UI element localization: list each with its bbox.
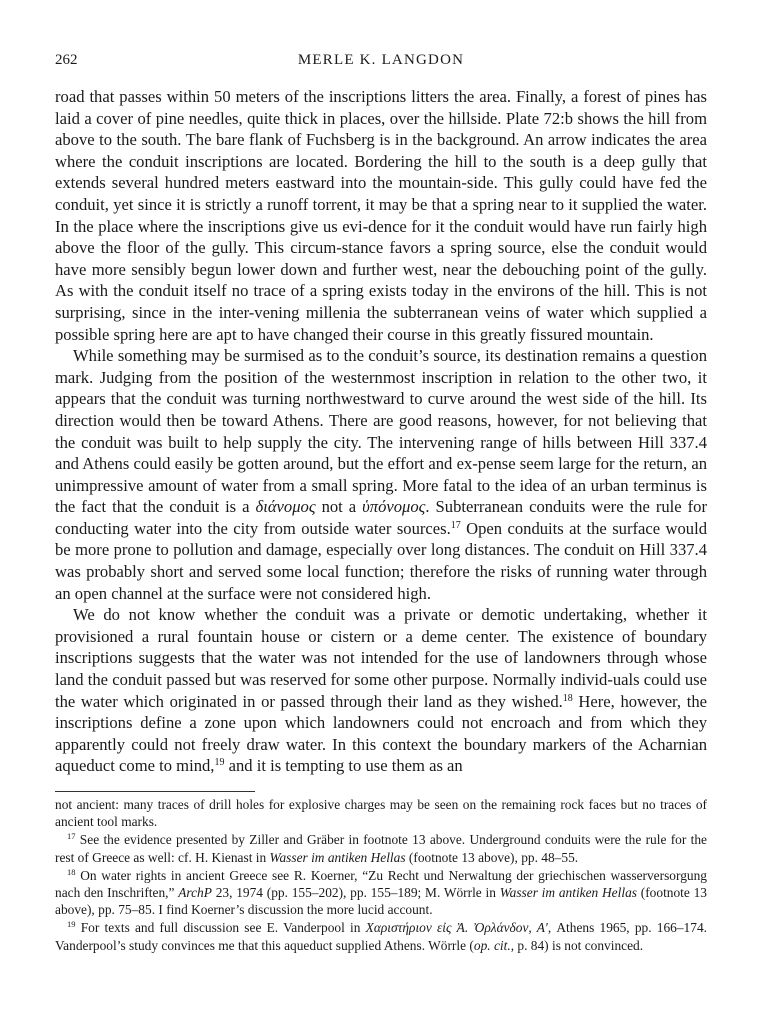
footnote-17 [55, 831, 707, 865]
footnote-19 [55, 919, 707, 953]
paragraph-2 [55, 345, 707, 604]
italic-text: ArchP [178, 885, 212, 901]
text-run: , Athens 1965, pp. 166–174. Vanderpool’s study convinces me that this aqueduct supplied Athens. Wörrle ( [55, 920, 707, 953]
text-run: . Subterranean conduits were the rule for conducting water into the city from outside water sources. [55, 497, 707, 538]
text-run: not ancient: many traces of drill holes for explosive charges may be seen on the remaining rock faces but no traces of ancient tool marks. [55, 797, 707, 830]
text-run: road that passes within 50 meters of the inscriptions litters the area. Finally, a forest of pines has laid a cover of pine needles, quite thick in places, over the hillside. Plate 72:b shows the hill from above to the south. The bare flank of Fuchsberg is in the background. An arrow indicates the area where the conduit inscriptions are located. Bordering the hill to the south is a deep gully that extends several hundred meters eastward into the mountain-side. This gully could have fed the conduit, yet since it is strictly a runoff torrent, it may be that a spring near to it supplied the water. In the place where the inscriptions give us evi-dence for it the conduit would have run fairly high above the floor of the gully. This circum-stance favors a spring source, else the conduit would have more sensibly begun lower down and further west, near the debouching point of the gully. As with the conduit itself no trace of a spring exists today in the environs of the hill. This is not surprising, since in the inter-vening millenia the subterranean veins of water which supplied a possible spring here are apt to have changed their course in this greatly fissured mountain. [55, 87, 707, 344]
text-run: Open conduits at the surface would be more prone to pollution and damage, especially over long distances. The conduit on Hill 337.4 was probably short and served some local function; therefore the risks of running water through an open channel at the surface were not considered high. [55, 518, 707, 603]
text-run: While something may be surmised as to the conduit’s source, its destination remains a question mark. Judging from the position of the westernmost inscription in relation to the other two, it appears that the conduit was turning northwestward to curve around the west side of the hill. Its direction would then be toward Athens. There are good reasons, however, for not believing that the conduit was built to help supply the city. The intervening range of hills between Hill 337.4 and Athens could easily be gotten around, but the effort and ex-pense seem large for the return, an unimpressive amount of water from a small spring. More fatal to the idea of an urban terminus is the fact that the conduit is a [55, 346, 707, 517]
footnote-reference: 19 [67, 919, 76, 930]
text-run: See the evidence presented by Ziller and Gräber in footnote 13 above. Underground conduits were the rule for the rest of Greece as well: cf. H. Kienast in [55, 832, 707, 865]
footnote-reference: 17 [450, 519, 461, 531]
footnote-reference: 19 [214, 757, 225, 769]
text-run: For texts and full discussion see E. Vanderpool in [75, 920, 366, 936]
paragraph-3 [55, 604, 707, 777]
text-run: Here, however, the inscriptions define a zone upon which landowners could not encroach and from which they apparently could not freely draw water. In this context the boundary markers of the Acharnian aqueduct come to mind, [55, 691, 707, 776]
italic-text: Wasser im antiken Hellas [269, 849, 406, 865]
running-head-author: MERLE K. LANGDON [297, 52, 465, 68]
footnote-reference: 18 [562, 692, 573, 704]
footnote-reference: 18 [67, 866, 76, 877]
text-run: On water rights in ancient Greece see R. Koerner, “Zu Recht und Nerwaltung der griechischen wasserversorgung nach den Inschriften,” [55, 867, 707, 901]
footnotes [55, 796, 707, 954]
italic-text: Wasser im antiken Hellas [499, 885, 637, 901]
body-text [55, 86, 707, 777]
text-run: (footnote 13 above), pp. 75–85. I find Koerner’s discussion the more lucid account. [55, 885, 707, 918]
footnote-reference: 17 [67, 831, 76, 842]
paragraph-1 [55, 86, 707, 345]
page-number: 262 [55, 52, 78, 68]
footnote-rule [55, 791, 255, 792]
italic-text: Χαριστήριον εἰς Ἀ. Ὀρλάνδον, Α′ [365, 920, 548, 936]
footnote-18 [55, 867, 707, 919]
text-run: and it is tempting to use them as an [224, 756, 463, 776]
text-run: , p. 84) is not convinced. [510, 937, 644, 953]
italic-text: ὑπόνομος [362, 497, 426, 517]
text-run: 23, 1974 (pp. 155–202), pp. 155–189; M. Wörrle in [211, 885, 500, 901]
running-header [55, 52, 707, 76]
italic-text: op. cit. [473, 937, 511, 953]
text-run: not a [315, 497, 363, 517]
text-run: (footnote 13 above), pp. 48–55. [405, 849, 579, 865]
italic-text: διάνομος [255, 497, 316, 517]
footnote-continued [55, 796, 707, 830]
text-run: We do not know whether the conduit was a private or demotic undertaking, whether it provisioned a rural fountain house or cistern or a deme center. The existence of boundary inscriptions suggests that the water was not intended for the use of landowners through whose land the conduit passed but was reserved for some other purpose. Normally individ-uals could use the water which originated in or passed through their land as they wished. [55, 605, 707, 711]
